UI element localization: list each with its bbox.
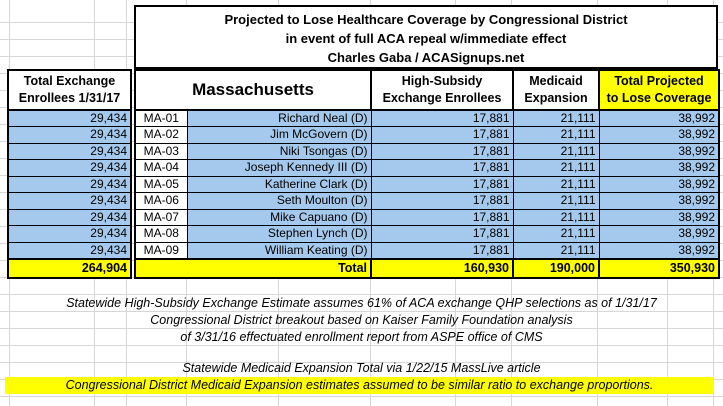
district-code-cell[interactable]: MA-01 bbox=[135, 110, 187, 127]
enrollees-row bbox=[8, 193, 131, 210]
enrollees-row bbox=[8, 176, 131, 193]
main-header-row bbox=[135, 70, 719, 110]
district-table-body bbox=[135, 110, 719, 259]
representative-cell[interactable]: Mike Capuano (D) bbox=[187, 209, 371, 226]
high-subsidy-cell[interactable]: 17,881 bbox=[371, 242, 513, 259]
footnote-exchange-line1[interactable]: Statewide High-Subsidy Exchange Estimate assumes 61% of ACA exchange QHP selections as of 1/31/17 bbox=[66, 296, 657, 310]
enrollees-cell[interactable]: 29,434 bbox=[8, 226, 131, 243]
district-row bbox=[135, 242, 719, 259]
title-line1: Projected to Lose Healthcare Coverage by Congressional District bbox=[224, 12, 628, 27]
district-code-cell[interactable]: MA-05 bbox=[135, 176, 187, 193]
high-subsidy-cell[interactable]: 17,881 bbox=[371, 143, 513, 160]
total-exchange-enrollees-total-cell[interactable]: 264,904 bbox=[8, 259, 131, 278]
row-total-cell[interactable]: 38,992 bbox=[599, 160, 719, 177]
representative-cell[interactable]: Joseph Kennedy III (D) bbox=[187, 160, 371, 177]
row-total-cell[interactable]: 38,992 bbox=[599, 127, 719, 144]
title-line2: in event of full ACA repeal w/immediate effect bbox=[285, 31, 567, 46]
footnote-exchange-line3[interactable]: of 3/31/16 effectuated enrollment report from ASPE office of CMS bbox=[180, 330, 543, 344]
grand-total-high-subsidy-cell[interactable]: 160,930 bbox=[371, 259, 513, 278]
left-total-row bbox=[8, 259, 131, 278]
district-code-cell[interactable]: MA-06 bbox=[135, 193, 187, 210]
medicaid-cell[interactable]: 21,111 bbox=[513, 242, 599, 259]
medicaid-cell[interactable]: 21,111 bbox=[513, 193, 599, 210]
enrollees-row bbox=[8, 143, 131, 160]
district-code-cell[interactable]: MA-08 bbox=[135, 226, 187, 243]
footnote-exchange-line2[interactable]: Congressional District breakout based on Kaiser Family Foundation analysis bbox=[150, 313, 573, 327]
title-box[interactable] bbox=[134, 5, 718, 69]
district-row bbox=[135, 143, 719, 160]
enrollees-row bbox=[8, 127, 131, 144]
district-row bbox=[135, 127, 719, 144]
left-header-row bbox=[8, 70, 131, 110]
medicaid-header-line1: Medicaid bbox=[529, 74, 583, 88]
footnote-medicaid[interactable]: Statewide Medicaid Expansion Total via 1/22/15 MassLive article bbox=[182, 361, 541, 375]
row-total-cell[interactable]: 38,992 bbox=[599, 193, 719, 210]
representative-cell[interactable]: Stephen Lynch (D) bbox=[187, 226, 371, 243]
representative-cell[interactable]: Richard Neal (D) bbox=[187, 110, 371, 127]
district-code-cell[interactable]: MA-09 bbox=[135, 242, 187, 259]
high-subsidy-cell[interactable]: 17,881 bbox=[371, 176, 513, 193]
high-subsidy-header-line1: High-Subsidy bbox=[401, 74, 483, 88]
row-total-cell[interactable]: 38,992 bbox=[599, 226, 719, 243]
district-row bbox=[135, 209, 719, 226]
district-row bbox=[135, 176, 719, 193]
medicaid-cell[interactable]: 21,111 bbox=[513, 226, 599, 243]
col-header-medicaid[interactable] bbox=[513, 70, 599, 110]
row-total-cell[interactable]: 38,992 bbox=[599, 110, 719, 127]
enrollees-cell[interactable]: 29,434 bbox=[8, 176, 131, 193]
grand-total-label-cell[interactable]: Total bbox=[135, 259, 371, 278]
grand-total-row bbox=[135, 259, 719, 278]
enrollees-cell[interactable]: 29,434 bbox=[8, 209, 131, 226]
high-subsidy-cell[interactable]: 17,881 bbox=[371, 209, 513, 226]
medicaid-cell[interactable]: 21,111 bbox=[513, 209, 599, 226]
footnote-medicaid-ratio-highlighted[interactable]: Congressional District Medicaid Expansion estimates assumed to be similar ratio to exchange proportions. bbox=[5, 377, 714, 394]
enrollees-row bbox=[8, 242, 131, 259]
total-exchange-enrollees-header[interactable] bbox=[8, 70, 131, 110]
district-row bbox=[135, 226, 719, 243]
enrollees-cell[interactable]: 29,434 bbox=[8, 110, 131, 127]
district-row bbox=[135, 110, 719, 127]
enrollees-row bbox=[8, 209, 131, 226]
representative-cell[interactable]: Katherine Clark (D) bbox=[187, 176, 371, 193]
left-table-body bbox=[8, 110, 131, 259]
representative-cell[interactable]: Seth Moulton (D) bbox=[187, 193, 371, 210]
state-header[interactable]: Massachusetts bbox=[135, 70, 371, 110]
high-subsidy-cell[interactable]: 17,881 bbox=[371, 127, 513, 144]
total-projected-header-line2: to Lose Coverage bbox=[606, 91, 712, 105]
high-subsidy-cell[interactable]: 17,881 bbox=[371, 193, 513, 210]
medicaid-cell[interactable]: 21,111 bbox=[513, 143, 599, 160]
left-header-line1: Total Exchange bbox=[23, 74, 116, 88]
grand-total-medicaid-cell[interactable]: 190,000 bbox=[513, 259, 599, 278]
high-subsidy-header-line2: Exchange Enrollees bbox=[382, 91, 502, 105]
medicaid-header-line2: Expansion bbox=[524, 91, 588, 105]
medicaid-cell[interactable]: 21,111 bbox=[513, 160, 599, 177]
enrollees-cell[interactable]: 29,434 bbox=[8, 127, 131, 144]
row-total-cell[interactable]: 38,992 bbox=[599, 209, 719, 226]
high-subsidy-cell[interactable]: 17,881 bbox=[371, 226, 513, 243]
total-exchange-enrollees-table bbox=[7, 69, 132, 279]
left-header-line2: Enrollees 1/31/17 bbox=[18, 91, 121, 105]
medicaid-cell[interactable]: 21,111 bbox=[513, 127, 599, 144]
col-header-total-projected[interactable] bbox=[599, 70, 719, 110]
enrollees-cell[interactable]: 29,434 bbox=[8, 242, 131, 259]
district-code-cell[interactable]: MA-04 bbox=[135, 160, 187, 177]
medicaid-cell[interactable]: 21,111 bbox=[513, 176, 599, 193]
row-total-cell[interactable]: 38,992 bbox=[599, 176, 719, 193]
enrollees-cell[interactable]: 29,434 bbox=[8, 143, 131, 160]
district-code-cell[interactable]: MA-07 bbox=[135, 209, 187, 226]
enrollees-row bbox=[8, 160, 131, 177]
grand-total-coverage-cell[interactable]: 350,930 bbox=[599, 259, 719, 278]
district-code-cell[interactable]: MA-03 bbox=[135, 143, 187, 160]
high-subsidy-cell[interactable]: 17,881 bbox=[371, 160, 513, 177]
district-coverage-table bbox=[134, 69, 720, 279]
row-total-cell[interactable]: 38,992 bbox=[599, 143, 719, 160]
enrollees-row bbox=[8, 110, 131, 127]
district-row bbox=[135, 160, 719, 177]
enrollees-cell[interactable]: 29,434 bbox=[8, 193, 131, 210]
total-projected-header-line1: Total Projected bbox=[614, 74, 704, 88]
col-header-high-subsidy[interactable] bbox=[371, 70, 513, 110]
representative-cell[interactable]: Niki Tsongas (D) bbox=[187, 143, 371, 160]
district-row bbox=[135, 193, 719, 210]
high-subsidy-cell[interactable]: 17,881 bbox=[371, 110, 513, 127]
enrollees-cell[interactable]: 29,434 bbox=[8, 160, 131, 177]
title-line3: Charles Gaba / ACASignups.net bbox=[327, 50, 525, 65]
representative-cell[interactable]: Jim McGovern (D) bbox=[187, 127, 371, 144]
district-code-cell[interactable]: MA-02 bbox=[135, 127, 187, 144]
row-total-cell[interactable]: 38,992 bbox=[599, 242, 719, 259]
medicaid-cell[interactable]: 21,111 bbox=[513, 110, 599, 127]
enrollees-row bbox=[8, 226, 131, 243]
representative-cell[interactable]: William Keating (D) bbox=[187, 242, 371, 259]
